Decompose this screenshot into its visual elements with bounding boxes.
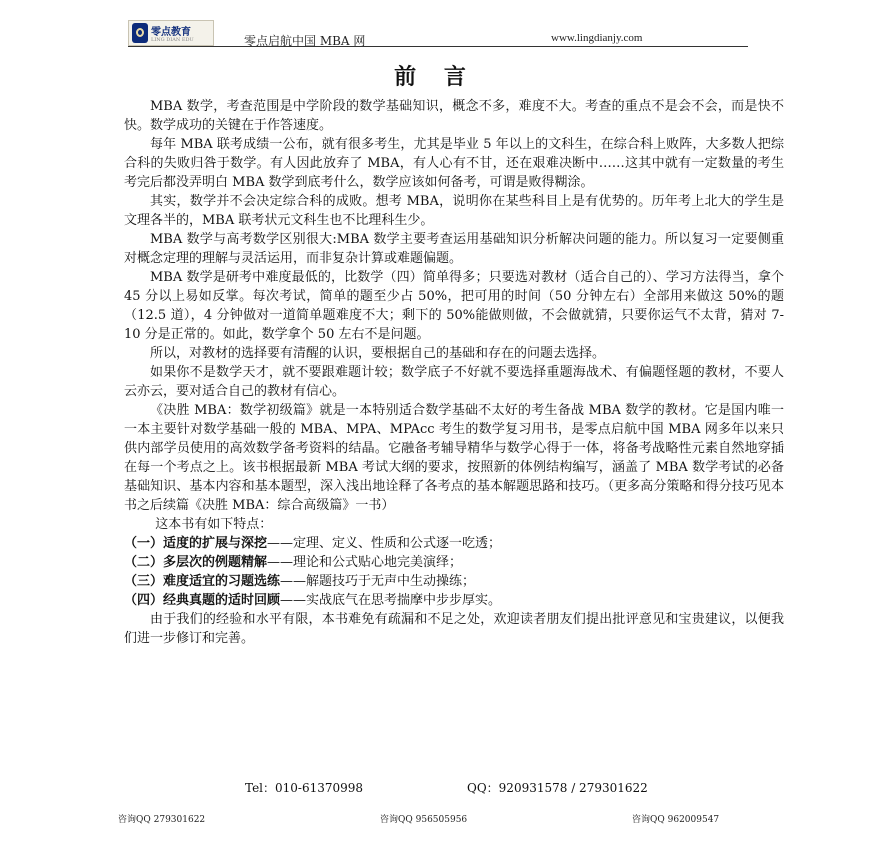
feature-lead: （二）多层次的例题精解 xyxy=(124,555,268,570)
brand-logo xyxy=(128,20,214,46)
document-body xyxy=(124,97,784,648)
page-header xyxy=(128,18,748,46)
header-url: www.lingdianjy.com xyxy=(551,32,643,44)
paragraph: 如果你不是数学天才，就不要跟难题计较；数学底子不好就不要选择重题海战术、有偏题怪题的教材，不要人云亦云，要对适合自己的教材有信心。 xyxy=(124,365,784,399)
paragraph: 《决胜 MBA：数学初级篇》就是一本特别适合数学基础不太好的考生备战 MBA 数学的教材。它是国内唯一一本主要针对数学基础一般的 MBA、MPA、MPAcc 考生的数学复习用书，是零点启航中国 MBA 网多年以来只供内部学员使用的高效数学备考资料的结晶。它融备考辅导精华与数学心得于一体，将备考战略性元素自然地穿插在每一个考点之上。该书根据最新 MBA 考试大纲的要求，按照新的体例结构编写，涵盖了 MBA 数学考试的必备基础知识、基本内容和基本题型，深入浅出地诠释了各考点的基本解题思路和技巧。（更多高分策略和得分技巧见本书之后续篇《决胜 MBA：综合高级篇》一书） xyxy=(124,403,784,513)
header-site-name: 零点启航中国 MBA 网 xyxy=(244,34,366,48)
feature-lead: （四）经典真题的适时回顾 xyxy=(124,593,281,608)
contact-qq: QQ：920931578 / 279301622 xyxy=(467,781,648,795)
page-title: 前 言 xyxy=(394,64,476,90)
footer-qq: 咨询QQ 279301622 xyxy=(118,815,206,825)
header-divider xyxy=(128,46,748,47)
logo-text: 零点教育 xyxy=(151,27,191,38)
feature-text: ——实战底气在思考揣摩中步步厚实。 xyxy=(280,593,502,608)
paragraph: MBA 数学与高考数学区别很大:MBA 数学主要考查运用基础知识分析解决问题的能力。所以复习一定要侧重对概念定理的理解与灵活运用，而非复杂计算或难题偏题。 xyxy=(124,232,784,266)
paragraph: MBA 数学，考查范围是中学阶段的数学基础知识，概念不多，难度不大。考查的重点不是会不会，而是快不快。数学成功的关键在于作答速度。 xyxy=(124,99,784,133)
feature-lead: （三）难度适宜的习题选练 xyxy=(124,574,281,589)
contact-line xyxy=(0,779,870,795)
footer-qq: 咨询QQ 962009547 xyxy=(632,815,720,825)
paragraph: 其实，数学并不会决定综合科的成败。想考 MBA，说明你在某些科目上是有优势的。历年考上北大的学生是文理各半的，MBA 联考状元文科生也不比理科生少。 xyxy=(124,194,784,228)
feature-text: ——解题技巧于无声中生动操练； xyxy=(280,574,476,589)
feature-lead: （一）适度的扩展与深挖 xyxy=(124,536,268,551)
feature-text: ——理论和公式贴心地完美演绎； xyxy=(267,555,463,570)
paragraph: MBA 数学是研考中难度最低的，比数学（四）简单得多；只要选对教材（适合自己的）、学习方法得当，拿个 45 分以上易如反掌。每次考试，简单的题至少占 50%，把可用的时间（50 分钟左右）全部用来做这 50%的题（12.5 道），4 分钟做对一道简单题难度不大；剩下的 50%能做则做，不会做就猜，只要你运气不太背，猜对 7-10 分是正常的。如此，数学拿个 50 左右不是问题。 xyxy=(124,270,784,342)
logo-mark-icon xyxy=(132,23,148,43)
feature-item xyxy=(124,553,784,572)
footer-qq: 咨询QQ 956505956 xyxy=(380,815,468,825)
feature-text: ——定理、定义、性质和公式逐一吃透； xyxy=(267,536,502,551)
paragraph: 每年 MBA 联考成绩一公布，就有很多考生，尤其是毕业 5 年以上的文科生，在综合科上败阵，大多数人把综合科的失败归咎于数学。有人因此放弃了 MBA，有人心有不甘，还在艰难决断中……这其中就有一定数量的考生考完后都没弄明白 MBA 数学到底考什么，数学应该如何备考，可谓是败得糊涂。 xyxy=(124,137,784,190)
logo-subtext: LING DIAN EDU xyxy=(151,37,194,43)
page-footer xyxy=(0,812,870,826)
feature-item xyxy=(124,591,784,610)
contact-tel: Tel：010-61370998 xyxy=(245,781,364,795)
features-intro: 这本书有如下特点： xyxy=(155,517,273,532)
feature-item xyxy=(124,572,784,591)
closing-paragraph: 由于我们的经验和水平有限，本书难免有疏漏和不足之处，欢迎读者朋友们提出批评意见和宝贵建议，以便我们进一步修订和完善。 xyxy=(124,612,784,646)
feature-item xyxy=(124,534,784,553)
paragraph: 所以，对教材的选择要有清醒的认识，要根据自己的基础和存在的问题去选择。 xyxy=(150,346,606,361)
